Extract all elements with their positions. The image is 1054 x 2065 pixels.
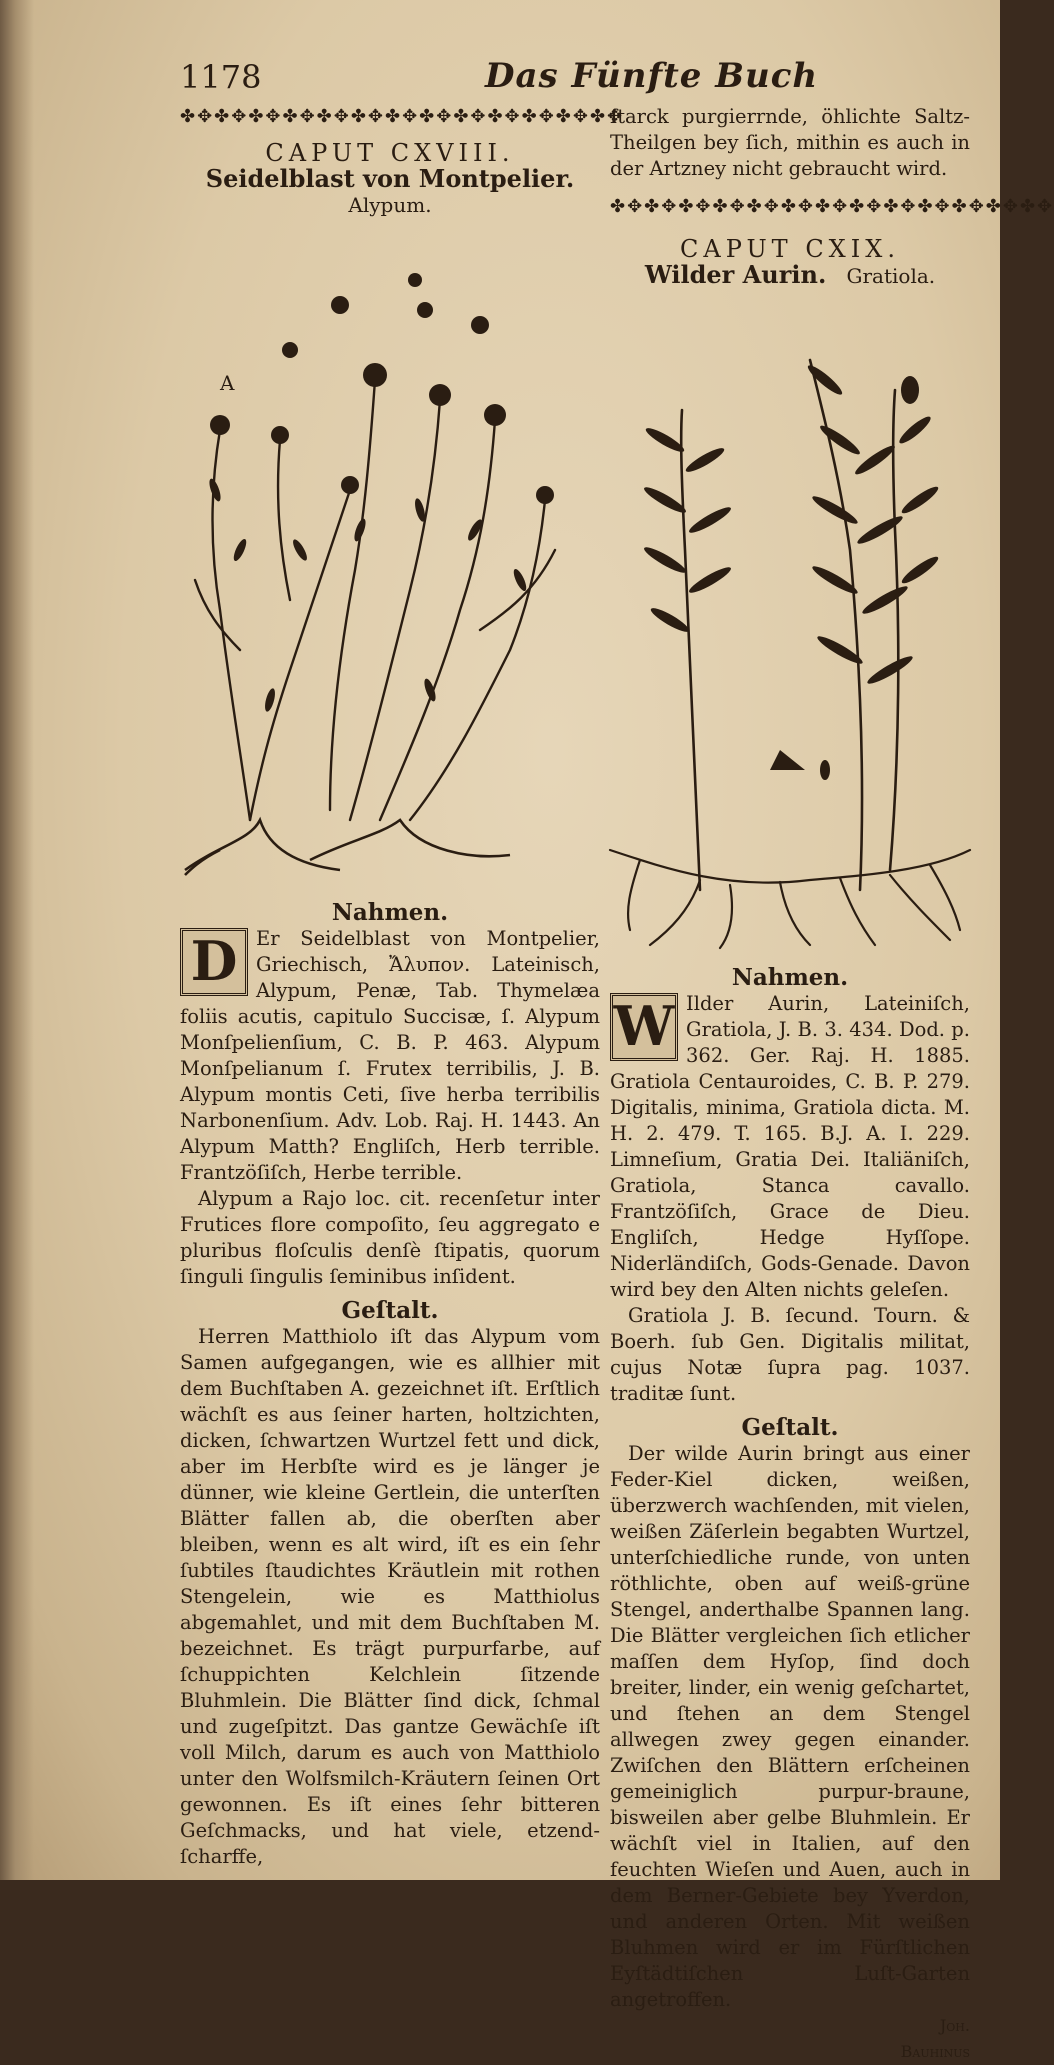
binding-gutter xyxy=(0,0,34,1880)
names-text-right: Ilder Aurin, Lateiniſch, Gratiola, J. B. 3. 434. Dod. p. 362. Ger. Raj. H. 1885. Gratiola Centauroides, C. B. P. 279. Digitalis, minima, Gratiola dicta. M. H. 2. 479. T. 165. B.J. A. I. 229. Limneſium, Gratia Dei. Italiäniſch, Gratiola, Stanca cavallo. Frantzöſiſch, Grace de Dieu. Engliſch, Hedge Hyſſope. Niderländiſch, Gods-Genade. Davon wird bey den Alten nichts geleſen. xyxy=(610,992,970,1301)
form-heading-left: Geſtalt. xyxy=(341,1297,439,1324)
plant-marker-a: A xyxy=(220,371,235,395)
names-heading-left: Nahmen. xyxy=(331,899,449,926)
running-title: Das Fünfte Buch xyxy=(485,56,819,96)
gratiola-woodcut-illustration xyxy=(610,330,970,950)
left-header xyxy=(180,140,600,218)
ornament-rule: ✤✥✤✥✤✥✤✥✤✥✤✥✤✥✤✥✤✥✤✥✤✥✤✥✤✥ xyxy=(180,106,625,127)
names-note-left: Alypum a Rajo loc. cit. recenſetur inter Frutices flore compoſito, ſeu aggregato e pluribus floſculis denſè ſtipatis, quorum ſinguli ſingulis ſeminibus inſident. xyxy=(180,1187,600,1288)
form-heading-right: Geſtalt. xyxy=(741,1414,839,1441)
right-header xyxy=(610,236,970,290)
left-column-text xyxy=(180,900,600,1870)
caput-right: CAPUT CXIX. xyxy=(680,235,900,263)
caput-left: CAPUT CXVIII. xyxy=(265,139,515,167)
names-heading-right: Nahmen. xyxy=(731,964,849,991)
latin-name-left: Alypum. xyxy=(348,193,432,217)
form-text-left: Herren Matthiolo iſt das Alypum vom Samen aufgegangen, wie es allhier mit dem Buchſtaben A. gezeichnet iſt. Erſtlich wächſt es aus ſeiner harten, holtzichten, dicken, ſchwartzen Wurtzel fett und dick, aber im Herbſte wird es je länger je dünner, wie kleine Gertlein, die unterſten Blätter fallen ab, die oberſten aber bleiben, wenn es alt wird, iſt es ein ſehr ſubtiles ſtaudichtes Kräutlein mit rothen Stengelein, wie es Matthiolus abgemahlet, und mit dem Buchſtaben M. bezeichnet. Es trägt purpurfarbe, auf ſchuppichten Kelchlein ſitzende Bluhmlein. Die Blätter ſind dick, ſchmal und zugeſpitzt. Das gantze Gewächſe iſt voll Milch, darum es auch von Matthiolo unter den Wolfsmilch-Kräutern ſeinen Ort gewonnen. Es iſt eines ſehr bitteren Geſchmacks, und hat viele, etzend-ſcharffe, xyxy=(180,1325,600,1868)
latin-name-right: Gratiola. xyxy=(846,264,936,288)
chapter-title-left: Seidelblast von Montpelier. xyxy=(205,164,575,193)
alypum-woodcut-illustration xyxy=(180,250,580,880)
page-number: 1178 xyxy=(180,58,262,96)
form-text-right: Der wilde Aurin bringt aus einer Feder-Kiel dicken, weißen, überzwerch wachſenden, mit vielen, weißen Zäſerlein begabten Wurtzel, unterſchiedliche runde, von unten röthlichte, oben auf weiß-grüne Stengel, anderthalbe Spannen lang. Die Blätter vergleichen ſich etlicher maſſen dem Hyſop, ſind doch breiter, linder, ein wenig geſchartet, und ſtehen an dem Stengel allwegen zwey gegen einander. Zwiſchen den Blättern erſcheinen gemeiniglich purpur-braune, bisweilen aber gelbe Bluhmlein. Er wächſt viel in Italien, auf den feuchten Wieſen und Auen, auch in dem Berner-Gebiete bey Yverdon, und anderen Orten. Mit weißen Bluhmen wird er im Fürſtlichen Eyſtädtiſchen Luſt-Garten angetroffen. xyxy=(610,1442,970,2011)
dropcap-w: W xyxy=(610,993,678,1061)
names-text-left: Er Seidelblast von Montpelier, Griechisch, Ἄλυπον. Lateinisch, Alypum, Penæ, Tab. Thymelæa foliis acutis, capitulo Succisæ, ſ. Alypum Monſpelienſium, C. B. P. 463. Alypum Monſpelianum ſ. Frutex terribilis, J. B. Alypum montis Ceti, ſive herba terribilis Narbonenſium. Adv. Lob. Raj. H. 1443. An Alypum Matth? Engliſch, Herb terrible. Frantzöſiſch, Herbe terrible. xyxy=(180,927,600,1184)
continuation-text: ſtarck purgierrnde, öhlichte Saltz-Theilgen bey ſich, mithin es auch in der Artzney nicht gebraucht wird. xyxy=(610,105,970,180)
right-column-text xyxy=(610,965,970,2065)
dropcap-d: D xyxy=(180,928,248,996)
chapter-title-right: Wilder Aurin. xyxy=(644,260,827,289)
catchword: Bauhinus xyxy=(900,2042,970,2061)
ornament-rule-right: ✤✥✤✥✤✥✤✥✤✥✤✥✤✥✤✥✤✥✤✥✤✥✤✥✤✥ xyxy=(610,196,1054,217)
catch-line: Joh. xyxy=(939,2016,970,2035)
right-continuation xyxy=(610,104,970,182)
names-note-right: Gratiola J. B. ſecund. Tourn. & Boerh. ſub Gen. Digitalis militat, cujus Notæ ſupra pag. 1037. traditæ ſunt. xyxy=(610,1304,970,1405)
